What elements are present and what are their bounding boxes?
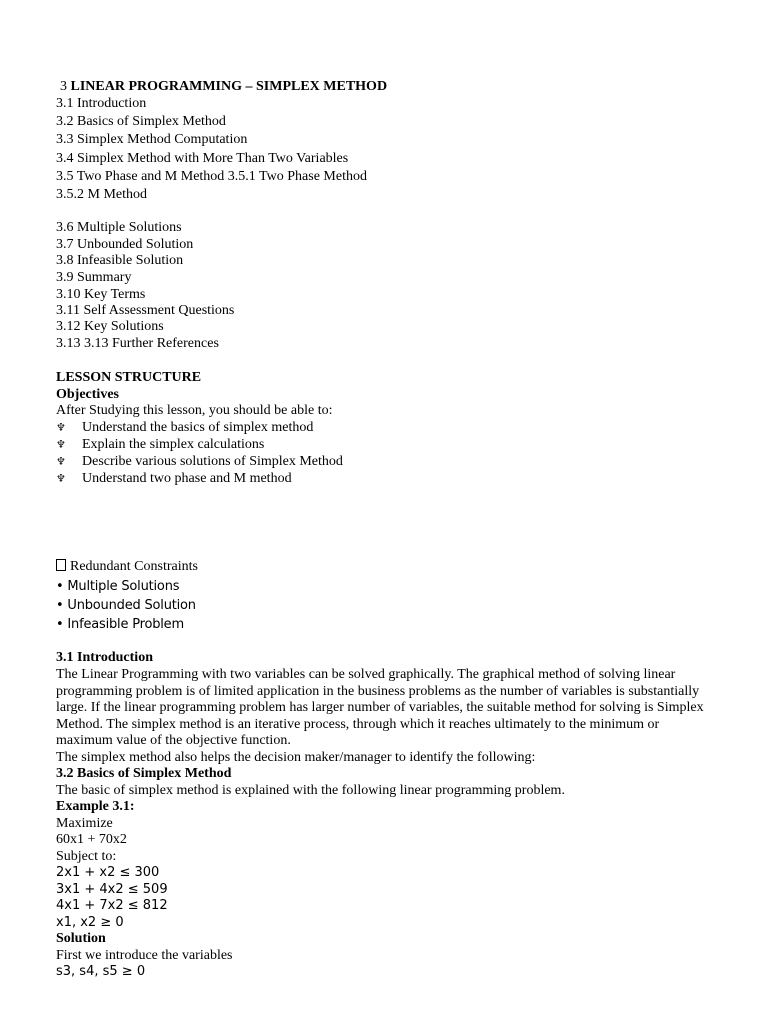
objectives-intro: After Studying this lesson, you should be able to: xyxy=(56,403,333,418)
objectives-heading: Objectives xyxy=(56,387,119,402)
special-case-item: • Multiple Solutions xyxy=(56,579,180,594)
objective-function: 60x1 + 70x2 xyxy=(56,832,127,847)
missing-glyph-box-icon xyxy=(56,559,66,571)
special-case-text: Redundant Constraints xyxy=(70,559,198,574)
toc-item: 3.8 Infeasible Solution xyxy=(56,253,184,268)
objective-text: Explain the simplex calculations xyxy=(82,437,265,452)
chapter-title-text: LINEAR PROGRAMMING – SIMPLEX METHOD xyxy=(70,79,388,94)
constraint: 3x1 + 4x2 ≤ 509 xyxy=(56,882,168,897)
special-case-item: • Unbounded Solution xyxy=(56,598,196,613)
bullet-icon: ♆ xyxy=(56,422,66,434)
paragraph-line: large. If the linear programming problem has larger number of variables, the suitable method for solving is Simplex xyxy=(56,700,704,715)
objective-text: Understand two phase and M method xyxy=(82,471,292,486)
toc-item: 3.13 3.13 Further References xyxy=(56,336,219,351)
toc-item: 3.5 Two Phase and M Method 3.5.1 Two Phase Method xyxy=(56,169,367,184)
chapter-number: 3 xyxy=(60,79,67,94)
constraint: x1, x2 ≥ 0 xyxy=(56,915,124,930)
section-heading-basics: 3.2 Basics of Simplex Method xyxy=(56,766,232,781)
solution-heading: Solution xyxy=(56,931,106,946)
paragraph-line: Method. The simplex method is an iterative process, through which it reaches ultimately to the minimum or xyxy=(56,717,660,732)
bullet-icon: ♆ xyxy=(56,473,66,485)
paragraph-line: maximum value of the objective function. xyxy=(56,733,291,748)
toc-item: 3.9 Summary xyxy=(56,270,132,285)
toc-item: 3.4 Simplex Method with More Than Two Variables xyxy=(56,151,349,166)
section-heading-introduction: 3.1 Introduction xyxy=(56,650,153,665)
constraint: 2x1 + x2 ≤ 300 xyxy=(56,865,160,880)
lesson-structure-heading: LESSON STRUCTURE xyxy=(56,370,202,385)
toc-item: 3.10 Key Terms xyxy=(56,287,146,302)
objective-item xyxy=(56,419,313,437)
constraint: 4x1 + 7x2 ≤ 812 xyxy=(56,898,168,913)
toc-item: 3.11 Self Assessment Questions xyxy=(56,303,235,318)
paragraph-line: programming problem is of limited application in the business problems as the number of variables is substantially xyxy=(56,684,700,699)
paragraph-line: The Linear Programming with two variables can be solved graphically. The graphical method of solving linear xyxy=(56,667,676,682)
special-case-item xyxy=(56,558,198,575)
objective-item xyxy=(56,470,292,488)
toc-item: 3.2 Basics of Simplex Method xyxy=(56,114,226,129)
toc-item: 3.3 Simplex Method Computation xyxy=(56,132,248,147)
slack-variables: s3, s4, s5 ≥ 0 xyxy=(56,964,146,979)
toc-item: 3.1 Introduction xyxy=(56,96,147,111)
subject-to-label: Subject to: xyxy=(56,849,117,864)
objective-text: Understand the basics of simplex method xyxy=(82,420,314,435)
example-heading: Example 3.1: xyxy=(56,799,135,814)
solution-text: First we introduce the variables xyxy=(56,948,233,963)
special-case-item: • Infeasible Problem xyxy=(56,617,184,632)
maximize-label: Maximize xyxy=(56,816,113,831)
objective-text: Describe various solutions of Simplex Method xyxy=(82,454,343,469)
toc-item: 3.5.2 M Method xyxy=(56,187,147,202)
toc-item: 3.6 Multiple Solutions xyxy=(56,220,182,235)
objective-item xyxy=(56,453,343,471)
paragraph-line: The simplex method also helps the decision maker/manager to identify the following: xyxy=(56,750,536,765)
bullet-icon: ♆ xyxy=(56,439,66,451)
bullet-icon: ♆ xyxy=(56,456,66,468)
objective-item xyxy=(56,436,264,454)
toc-item: 3.7 Unbounded Solution xyxy=(56,237,194,252)
toc-item: 3.12 Key Solutions xyxy=(56,319,164,334)
chapter-title xyxy=(56,78,387,95)
paragraph-line: The basic of simplex method is explained with the following linear programming problem. xyxy=(56,783,565,798)
